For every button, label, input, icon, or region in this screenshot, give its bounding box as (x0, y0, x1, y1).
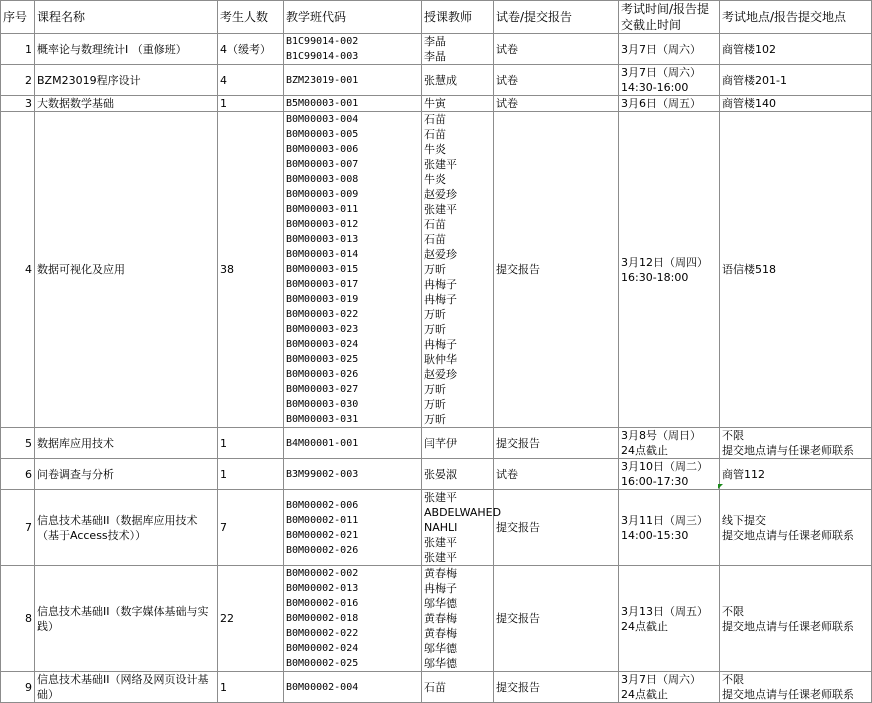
cell-line: 李晶 (424, 35, 446, 48)
cell-line: 邬华德 (424, 642, 457, 655)
table-row (1, 566, 872, 672)
cell-line: 不限 (722, 604, 744, 618)
cell-line: 黄春梅 (424, 612, 457, 625)
teacher-cell (422, 65, 494, 96)
course-cell: 大数据数学基础 (35, 96, 218, 112)
cell-line: 3月7日（周六） (621, 673, 701, 686)
table-row (1, 428, 872, 459)
cell-line: 张晏淑 (424, 467, 457, 481)
time-cell (619, 566, 720, 672)
seq-cell: 6 (1, 459, 35, 490)
cell-line: 万昕 (424, 263, 446, 276)
seq-cell: 8 (1, 566, 35, 672)
teacher-cell (422, 34, 494, 65)
cell-line: 14:00-15:30 (621, 528, 689, 542)
cell-line: B0M00003-019 (286, 294, 359, 305)
code-cell (284, 112, 422, 428)
cell-line: 万昕 (424, 383, 446, 396)
cell-line: B0M00002-002 (286, 568, 359, 579)
teacher-cell (422, 428, 494, 459)
cell-line: B0M00003-031 (286, 414, 359, 425)
header-cell: 教学班代码 (284, 1, 422, 34)
cell-line: 冉梅子 (424, 582, 457, 595)
cell-line: 张建平 (424, 491, 457, 504)
time-cell (619, 490, 720, 566)
seq-cell: 9 (1, 672, 35, 703)
cell-line: 闫芊伊 (424, 436, 457, 450)
cell-line: 万昕 (424, 398, 446, 411)
seq-cell: 2 (1, 65, 35, 96)
cell-line: B1C99014-002 (286, 36, 359, 47)
seq-cell: 3 (1, 96, 35, 112)
time-cell (619, 96, 720, 112)
cell-line: B0M00002-025 (286, 658, 359, 669)
seq-cell: 5 (1, 428, 35, 459)
cell-line: B0M00002-024 (286, 643, 359, 654)
count-cell: 1 (218, 459, 284, 490)
cell-line: B0M00002-021 (286, 529, 359, 541)
cell-line: 牛炎 (424, 143, 446, 156)
cell-line: B0M00002-004 (286, 681, 359, 693)
table-row (1, 96, 872, 112)
place-cell (720, 96, 872, 112)
cell-line: B0M00003-027 (286, 384, 359, 395)
type-cell: 提交报告 (494, 428, 619, 459)
place-cell (720, 428, 872, 459)
cell-line: 冉梅子 (424, 293, 457, 306)
cell-line: B0M00003-015 (286, 264, 359, 275)
header-row (1, 1, 872, 34)
cell-line: NAHLI (424, 521, 458, 534)
course-cell: 概率论与数理统计I （重修班） (35, 34, 218, 65)
cell-line: B0M00003-017 (286, 279, 359, 290)
cell-line: 黄春梅 (424, 627, 457, 640)
cell-line: 3月10日（周二） (621, 460, 708, 473)
cell-line: B0M00003-006 (286, 144, 359, 155)
seq-cell: 4 (1, 112, 35, 428)
cell-line: 邬华德 (424, 597, 457, 610)
cell-line: 冉梅子 (424, 338, 457, 351)
type-cell: 提交报告 (494, 566, 619, 672)
cell-line: 语信楼518 (722, 263, 776, 276)
cell-line: B0M00003-005 (286, 129, 359, 140)
cell-line: B0M00003-004 (286, 114, 359, 125)
code-cell (284, 490, 422, 566)
cell-line: 24点截止 (621, 619, 668, 633)
cell-line: B1C99014-003 (286, 51, 359, 62)
cell-line: 提交地点请与任课老师联系 (722, 619, 854, 633)
seq-cell: 1 (1, 34, 35, 65)
code-cell (284, 96, 422, 112)
cell-line: 张建平 (424, 551, 457, 564)
teacher-cell (422, 672, 494, 703)
course-cell: 信息技术基础II（数据库应用技术（基于Access技术）） (35, 490, 218, 566)
count-cell: 4 (218, 65, 284, 96)
time-cell (619, 672, 720, 703)
cell-line: B0M00003-007 (286, 159, 359, 170)
cell-line: B0M00003-009 (286, 189, 359, 200)
cell-line: 16:00-17:30 (621, 475, 689, 488)
place-cell (720, 459, 872, 490)
type-cell: 试卷 (494, 459, 619, 490)
cell-line: 耿仲华 (424, 353, 457, 366)
cell-line: B0M00002-013 (286, 583, 359, 594)
cell-line: 张建平 (424, 158, 457, 171)
time-cell (619, 428, 720, 459)
place-cell (720, 566, 872, 672)
cell-line: B4M00001-001 (286, 437, 359, 449)
course-cell: 信息技术基础II（数字媒体基础与实践） (35, 566, 218, 672)
cell-line: B0M00003-008 (286, 174, 359, 185)
type-cell: 试卷 (494, 96, 619, 112)
cell-line: 万昕 (424, 308, 446, 321)
count-cell: 4（缓考） (218, 34, 284, 65)
cell-line: 16:30-18:00 (621, 270, 689, 284)
cell-line: 3月13日（周五） (621, 604, 708, 618)
cell-line: B0M00003-025 (286, 354, 359, 365)
course-cell: 信息技术基础II（网络及网页设计基础） (35, 672, 218, 703)
header-cell: 授课教师 (422, 1, 494, 34)
teacher-cell (422, 566, 494, 672)
cell-line: 3月6日（周五） (621, 97, 701, 110)
code-cell (284, 65, 422, 96)
cell-line: 冉梅子 (424, 278, 457, 291)
cell-line: 3月12日（周四） (621, 255, 708, 269)
table-row (1, 490, 872, 566)
cell-line: 3月7日（周六） (621, 42, 701, 56)
cell-line: B0M00002-011 (286, 514, 359, 526)
place-cell (720, 672, 872, 703)
cell-line: 3月11日（周三） (621, 513, 708, 527)
course-cell: 数据可视化及应用 (35, 112, 218, 428)
cell-line: 赵爱珍 (424, 248, 457, 261)
table-row (1, 112, 872, 428)
cell-line: 赵爱珍 (424, 188, 457, 201)
header-cell: 序号 (1, 1, 35, 34)
place-cell (720, 34, 872, 65)
cell-line: 线下提交 (722, 513, 766, 527)
course-cell: 数据库应用技术 (35, 428, 218, 459)
time-cell (619, 65, 720, 96)
code-cell (284, 672, 422, 703)
cell-line: B0M00002-018 (286, 613, 359, 624)
cell-line: B0M00002-006 (286, 499, 359, 511)
count-cell: 1 (218, 428, 284, 459)
seq-cell: 7 (1, 490, 35, 566)
cell-line: B0M00003-013 (286, 234, 359, 245)
teacher-cell (422, 96, 494, 112)
code-cell (284, 428, 422, 459)
course-cell: BZM23019程序设计 (35, 65, 218, 96)
cell-line: 邬华德 (424, 657, 457, 670)
cell-line: 石苗 (424, 113, 446, 126)
cell-line: 张慧成 (424, 73, 457, 87)
cell-line: 商管112 (722, 467, 765, 481)
cell-line: B0M00003-011 (286, 204, 359, 215)
table-row (1, 672, 872, 703)
header-cell: 考生人数 (218, 1, 284, 34)
cell-line: 石苗 (424, 218, 446, 231)
cell-line: 石苗 (424, 680, 446, 694)
cell-line: 商管楼140 (722, 97, 776, 110)
table-row (1, 459, 872, 490)
cell-line: 提交地点请与任课老师联系 (722, 528, 854, 542)
cell-line: 24点截止 (621, 444, 668, 457)
cell-line: 牛炎 (424, 173, 446, 186)
cell-line: 24点截止 (621, 688, 668, 701)
type-cell: 试卷 (494, 65, 619, 96)
cell-line: 李晶 (424, 50, 446, 63)
course-cell: 问卷调查与分析 (35, 459, 218, 490)
cell-line: B0M00003-022 (286, 309, 359, 320)
cell-line: 黄春梅 (424, 567, 457, 580)
code-cell (284, 34, 422, 65)
cell-line: B0M00003-030 (286, 399, 359, 410)
code-cell (284, 566, 422, 672)
cell-line: 石苗 (424, 128, 446, 141)
type-cell: 试卷 (494, 34, 619, 65)
code-cell (284, 459, 422, 490)
cell-line: 张建平 (424, 203, 457, 216)
count-cell: 22 (218, 566, 284, 672)
cell-line: B0M00002-016 (286, 598, 359, 609)
header-cell: 课程名称 (35, 1, 218, 34)
cell-line: 商管楼201-1 (722, 73, 787, 87)
type-cell: 提交报告 (494, 672, 619, 703)
cell-line: 万昕 (424, 413, 446, 426)
header-cell: 考试时间/报告提交截止时间 (619, 1, 720, 34)
cell-line: 万昕 (424, 323, 446, 336)
time-cell (619, 34, 720, 65)
place-cell (720, 112, 872, 428)
cell-line: B0M00003-026 (286, 369, 359, 380)
count-cell: 38 (218, 112, 284, 428)
teacher-cell (422, 490, 502, 566)
cell-line: 不限 (722, 673, 744, 686)
header-cell: 试卷/提交报告 (494, 1, 619, 34)
count-cell: 1 (218, 96, 284, 112)
place-cell (720, 65, 872, 96)
count-cell: 7 (218, 490, 284, 566)
cell-line: B0M00002-022 (286, 628, 359, 639)
teacher-cell (422, 459, 494, 490)
teacher-cell (422, 112, 494, 428)
cell-line: 14:30-16:00 (621, 81, 689, 94)
cell-line: 不限 (722, 429, 744, 442)
place-cell (720, 490, 872, 566)
cell-line: 张建平 (424, 536, 457, 549)
cell-line: 提交地点请与任课老师联系 (722, 444, 854, 457)
time-cell (619, 112, 720, 428)
cell-line: B0M00003-014 (286, 249, 359, 260)
cell-line: B5M00003-001 (286, 98, 359, 109)
cell-line: 提交地点请与任课老师联系 (722, 688, 854, 701)
cell-comment-marker (718, 484, 723, 489)
cell-line: 牛寅 (424, 97, 446, 110)
cell-line: 3月8号（周日） (621, 429, 701, 442)
type-cell: 提交报告 (494, 112, 619, 428)
cell-line: 赵爱珍 (424, 368, 457, 381)
cell-line: BZM23019-001 (286, 74, 359, 86)
header-cell: 考试地点/报告提交地点 (720, 1, 872, 34)
cell-line: B0M00002-026 (286, 544, 359, 556)
cell-line: B0M00003-023 (286, 324, 359, 335)
table-body (1, 34, 872, 703)
time-cell (619, 459, 720, 490)
cell-line: 石苗 (424, 233, 446, 246)
table-row (1, 65, 872, 96)
table-row (1, 34, 872, 65)
cell-line: B3M99002-003 (286, 468, 359, 480)
type-cell: 提交报告 (494, 490, 619, 566)
count-cell: 1 (218, 672, 284, 703)
cell-line: ABDELWAHED (424, 506, 502, 519)
cell-line: 商管楼102 (722, 42, 776, 56)
cell-line: 3月7日（周六） (621, 66, 701, 79)
cell-line: B0M00003-024 (286, 339, 359, 350)
cell-line: B0M00003-012 (286, 219, 359, 230)
